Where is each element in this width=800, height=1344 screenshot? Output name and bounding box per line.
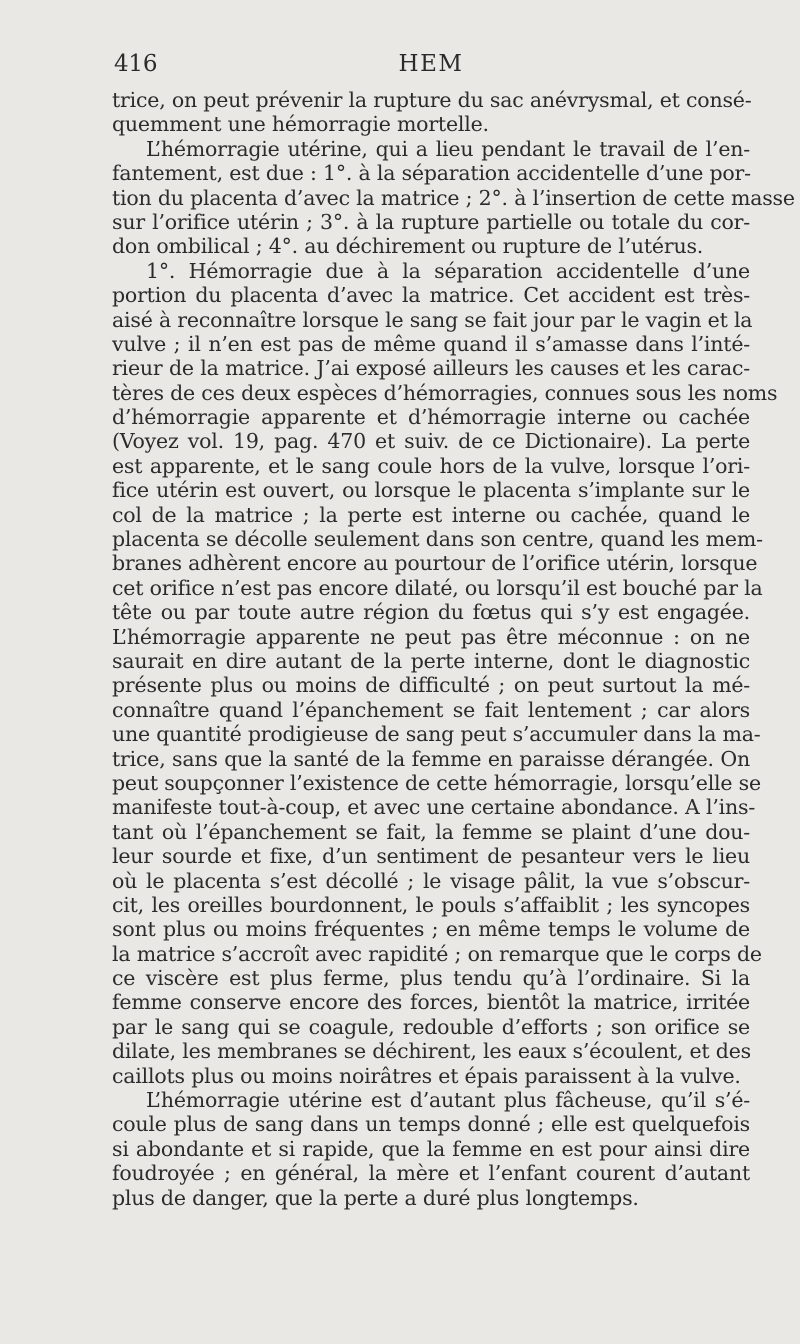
text-line: leur sourde et fixe, d’un sentiment de pesanteur vers le lieu xyxy=(112,844,750,869)
text-line: par le sang qui se coagule, redouble d’efforts ; son orifice se xyxy=(112,1014,750,1039)
text-line: femme conserve encore des forces, bientôt la matrice, irritée xyxy=(112,990,750,1015)
text-line: sont plus ou moins fréquentes ; en même temps le volume de xyxy=(112,917,750,942)
text-line: portion du placenta d’avec la matrice. Cet accident est très- xyxy=(112,283,750,308)
text-line: d’hémorragie apparente et d’hémorragie interne ou cachée xyxy=(112,405,750,430)
text-line: placenta se décolle seulement dans son centre, quand les mem- xyxy=(112,527,763,552)
page-number: 416 xyxy=(114,51,158,77)
text-line: tant où l’épanchement se fait, la femme se plaint d’une dou- xyxy=(112,819,750,844)
body-text xyxy=(112,88,795,1210)
text-line: 1°. Hémorragie due à la séparation accidentelle d’une xyxy=(146,258,750,283)
text-line: (Voyez vol. 19, pag. 470 et suiv. de ce Dictionaire). La perte xyxy=(112,429,750,454)
text-line: vulve ; il n’en est pas de même quand il s’amasse dans l’inté- xyxy=(112,331,750,356)
text-line: L’hémorragie utérine, qui a lieu pendant le travail de l’en- xyxy=(146,136,750,161)
text-line: connaître quand l’épanchement se fait lentement ; car alors xyxy=(112,697,750,722)
text-line: L’hémorragie utérine est d’autant plus fâcheuse, qu’il s’é- xyxy=(146,1088,750,1113)
text-line: si abondante et si rapide, que la femme en est pour ainsi dire xyxy=(112,1136,750,1161)
text-line: trice, sans que la santé de la femme en paraisse dérangée. On xyxy=(112,746,750,771)
text-line: branes adhèrent encore au pourtour de l’orifice utérin, lorsque xyxy=(112,551,758,576)
text-line: trice, on peut prévenir la rupture du sac anévrysmal, et consé- xyxy=(112,88,752,112)
text-line: foudroyée ; en général, la mère et l’enfant courent d’autant xyxy=(112,1161,750,1186)
text-line: tères de ces deux espèces d’hémorragies, connues sous les noms xyxy=(112,380,778,405)
text-line: cet orifice n’est pas encore dilaté, ou lorsqu’il est bouché par la xyxy=(112,575,763,600)
text-line: don ombilical ; 4°. au déchirement ou rupture de l’utérus. xyxy=(112,234,704,259)
text-line: ce viscère est plus ferme, plus tendu qu’à l’ordinaire. Si la xyxy=(112,966,750,991)
text-line: fantement, est due : 1°. à la séparation accidentelle d’une por- xyxy=(112,161,751,186)
text-block xyxy=(112,51,795,1210)
text-line: fice utérin est ouvert, ou lorsque le placenta s’implante sur le xyxy=(112,478,750,503)
text-line: coule plus de sang dans un temps donné ; elle est quelquefois xyxy=(112,1112,750,1137)
running-head: HEM xyxy=(398,51,464,77)
text-line: col de la matrice ; la perte est interne ou cachée, quand le xyxy=(112,502,750,527)
text-line: L’hémorragie apparente ne peut pas être méconnue : on ne xyxy=(112,624,750,649)
text-line: une quantité prodigieuse de sang peut s’accumuler dans la ma- xyxy=(112,722,761,747)
text-line: tion du placenta d’avec la matrice ; 2°. à l’insertion de cette masse xyxy=(112,185,795,210)
text-line: sur l’orifice utérin ; 3°. à la rupture partielle ou totale du cor- xyxy=(112,209,750,234)
text-line: aisé à reconnaître lorsque le sang se fait jour par le vagin et la xyxy=(112,307,753,332)
text-line: plus de danger, que la perte a duré plus longtemps. xyxy=(112,1185,639,1210)
text-line: est apparente, et le sang coule hors de la vulve, lorsque l’ori- xyxy=(112,453,750,478)
text-line: tête ou par toute autre région du fœtus qui s’y est engagée. xyxy=(112,600,750,625)
text-line: caillots plus ou moins noirâtres et épais paraissent à la vulve. xyxy=(112,1063,741,1088)
text-line: quemment une hémorragie mortelle. xyxy=(112,112,489,137)
text-line: présente plus ou moins de difficulté ; on peut surtout la mé- xyxy=(112,673,750,698)
text-line: dilate, les membranes se déchirent, les eaux s’écoulent, et des xyxy=(112,1039,751,1064)
text-line: cit, les oreilles bourdonnent, le pouls s’affaiblit ; les syncopes xyxy=(112,892,750,917)
page-header xyxy=(112,52,750,88)
text-line: où le placenta s’est décollé ; le visage pâlit, la vue s’obscur- xyxy=(112,868,750,893)
text-line: rieur de la matrice. J’ai exposé ailleurs les causes et les carac- xyxy=(112,356,750,381)
text-line: manifeste tout-à-coup, et avec une certaine abondance. A l’ins- xyxy=(112,795,756,820)
text-line: la matrice s’accroît avec rapidité ; on remarque que le corps de xyxy=(112,941,762,966)
text-line: peut soupçonner l’existence de cette hémorragie, lorsqu’elle se xyxy=(112,770,761,795)
text-line: saurait en dire autant de la perte interne, dont le diagnostic xyxy=(112,648,750,673)
